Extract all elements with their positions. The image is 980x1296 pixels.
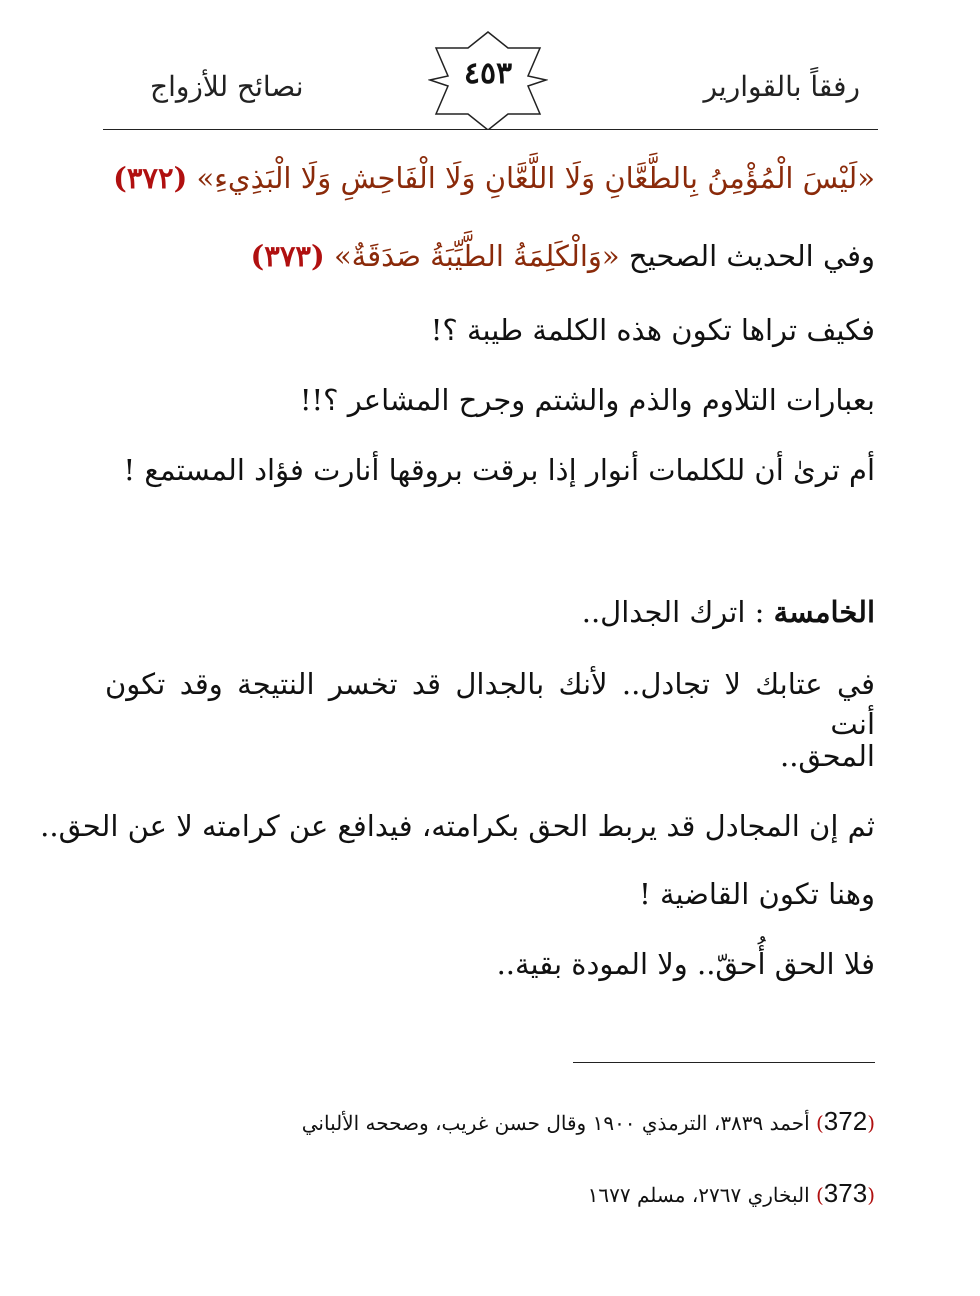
footnote-number: 372 <box>823 1106 868 1136</box>
paragraph-line: وهنا تكون القاضية ! <box>639 877 875 911</box>
footnote-text: البخاري ٢٧٦٧، مسلم ١٦٧٧ <box>587 1183 810 1207</box>
hadith-quote-1: «لَيْسَ الْمُؤْمِنُ بِالطَّعَّانِ وَلَا اللَّعَّانِ وَلَا الْفَاحِشِ وَلَا الْبَذِيءِ» <box>196 161 875 195</box>
footnote-number: 373 <box>823 1178 868 1208</box>
footnote-ref-372[interactable]: (٣٧٢) <box>113 161 188 195</box>
footnote: (373) البخاري ٢٧٦٧، مسلم ١٦٧٧ <box>587 1178 875 1208</box>
footnote-divider <box>573 1062 875 1063</box>
paragraph-line: فلا الحق أُحقّ.. ولا المودة بقية.. <box>496 947 875 981</box>
paragraph-line: في عتابك لا تجادل.. لأنك بالجدال قد تخسر النتيجة وقد تكون أنت <box>105 667 875 741</box>
footnote-text: أحمد ٣٨٣٩، الترمذي ١٩٠٠ وقال حسن غريب، وصححه الألباني <box>301 1111 810 1135</box>
section-heading-number: الخامسة <box>773 595 875 629</box>
book-title: رفقاً بالقوارير <box>703 70 860 103</box>
paragraph-line: المحق.. <box>779 739 875 773</box>
hadith-intro: وفي الحديث الصحيح <box>628 239 875 273</box>
paragraph-line: بعبارات التلاوم والذم والشتم وجرح المشاعر ؟!! <box>299 383 875 417</box>
paragraph-line: فكيف تراها تكون هذه الكلمة طيبة ؟! <box>430 313 875 347</box>
hadith-line-1 <box>105 158 875 198</box>
header-divider <box>103 129 878 130</box>
footnote: (372) أحمد ٣٨٣٩، الترمذي ١٩٠٠ وقال حسن غريب، وصححه الألباني <box>301 1106 875 1136</box>
paragraph-line: أم ترىٰ أن للكلمات أنوار إذا برقت بروقها أنارت فؤاد المستمع ! <box>123 453 875 487</box>
section-heading-title: : اترك الجدال.. <box>581 595 774 629</box>
page-number-badge <box>428 30 548 130</box>
footnote-ref-373[interactable]: (٣٧٣) <box>250 239 325 273</box>
section-heading <box>105 592 875 632</box>
page-number: ٤٥٣ <box>463 56 513 91</box>
hadith-quote-2: «وَالْكَلِمَةُ الطَّيِّبَةُ صَدَقَةٌ» <box>333 239 620 273</box>
chapter-title: نصائح للأزواج <box>150 70 304 103</box>
hadith-line-2 <box>105 236 875 276</box>
paragraph-line: ثم إن المجادل قد يربط الحق بكرامته، فيدافع عن كرامته لا عن الحق.. <box>40 809 875 843</box>
